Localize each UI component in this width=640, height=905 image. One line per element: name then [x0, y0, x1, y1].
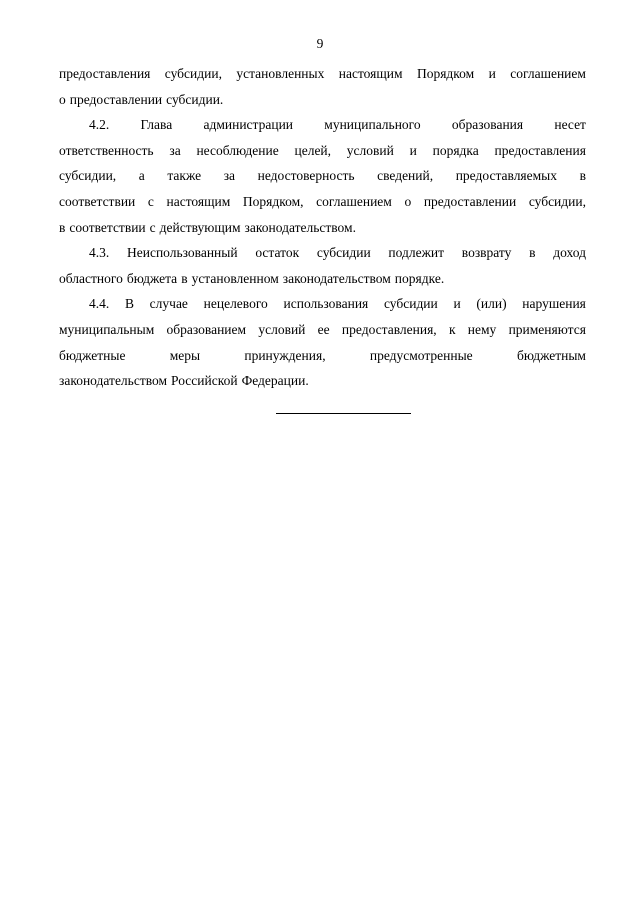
word: о: [404, 193, 412, 209]
word: субсидии.: [166, 91, 224, 107]
word: 4.2.: [89, 117, 110, 133]
word: областного: [59, 270, 123, 286]
word: образованием: [166, 321, 247, 337]
word: предоставления: [494, 142, 586, 158]
word: предусмотренные: [369, 347, 473, 363]
word: установленном: [191, 270, 279, 286]
word: в: [579, 168, 586, 184]
word: в: [181, 270, 188, 286]
text-line: [59, 215, 586, 241]
word: установленных: [236, 66, 325, 81]
word: подлежит: [388, 245, 445, 261]
word: законодательством: [282, 270, 391, 286]
word: соглашением: [316, 193, 392, 209]
word: Федерации.: [241, 373, 309, 389]
word: меры: [169, 347, 201, 363]
end-of-document-rule: [276, 413, 411, 414]
text-line: [59, 317, 586, 343]
word: субсидии,: [164, 66, 222, 81]
word: Порядком: [416, 66, 475, 81]
word: законодательством: [59, 373, 168, 389]
word: за: [223, 168, 236, 184]
text-line: [59, 61, 586, 87]
word: условий: [346, 142, 394, 158]
word: возврату: [461, 245, 512, 261]
word: случае: [149, 296, 188, 312]
word: соответствии: [59, 193, 136, 209]
word: образования: [451, 117, 524, 133]
text-line: [59, 112, 586, 138]
word: Порядком,: [242, 193, 304, 209]
word: за: [169, 142, 181, 158]
word: нецелевого: [203, 296, 268, 312]
word: и: [409, 142, 417, 158]
word: муниципальным: [59, 321, 155, 337]
word: действующим: [159, 219, 241, 235]
word: условий: [258, 321, 306, 337]
word: администрации: [203, 117, 294, 133]
text-line: [59, 138, 586, 164]
word: субсидии: [316, 245, 371, 261]
word: 4.4.: [89, 296, 110, 312]
text-line: [59, 291, 586, 317]
page-number: 9: [316, 36, 324, 51]
word: бюджетным: [516, 347, 586, 363]
word: принуждения,: [244, 347, 326, 363]
text-line: [59, 189, 586, 215]
word: применяются: [508, 321, 586, 337]
word: субсидии,: [528, 193, 586, 209]
word: соглашением: [510, 66, 586, 81]
text-line: [59, 163, 586, 189]
word: использования: [283, 296, 369, 312]
word: а: [138, 168, 145, 184]
word: остаток: [255, 245, 300, 261]
word: предоставления,: [341, 321, 437, 337]
word: доход: [553, 245, 586, 261]
word: Российской: [171, 373, 238, 389]
word: нарушения: [522, 296, 586, 312]
document-body: [59, 61, 586, 394]
word: в: [529, 245, 536, 261]
text-line: [59, 343, 586, 369]
word: нему: [467, 321, 497, 337]
word: к: [448, 321, 456, 337]
word: порядка: [432, 142, 479, 158]
word: о: [59, 91, 66, 107]
text-line: [59, 87, 586, 113]
word: 4.3.: [89, 245, 110, 261]
word: предоставлении: [69, 91, 163, 107]
text-line: [59, 368, 586, 394]
word: муниципального: [324, 117, 421, 133]
word: предоставления: [59, 66, 151, 81]
word: (или): [476, 296, 507, 312]
word: и: [453, 296, 461, 312]
word: в: [59, 219, 66, 235]
word: субсидии: [383, 296, 438, 312]
word: и: [488, 66, 496, 81]
word: Глава: [140, 117, 173, 133]
word: порядке.: [394, 270, 445, 286]
word: бюджета: [126, 270, 178, 286]
word: также: [167, 168, 202, 184]
word: настоящим: [338, 66, 403, 81]
word: Неиспользованный: [126, 245, 238, 261]
word: с: [147, 193, 154, 209]
word: несет: [554, 117, 586, 133]
word: несоблюдение: [196, 142, 279, 158]
word: ответственность: [59, 142, 154, 158]
word: настоящим: [166, 193, 231, 209]
word: В: [124, 296, 134, 312]
word: соответствии: [69, 219, 146, 235]
word: ее: [317, 321, 330, 337]
word: недостоверность: [257, 168, 355, 184]
word: бюджетные: [59, 347, 126, 363]
word: сведений,: [377, 168, 434, 184]
word: предоставляемых: [455, 168, 557, 184]
text-line: [59, 240, 586, 266]
word: с: [149, 219, 156, 235]
word: законодательством.: [244, 219, 356, 235]
word: предоставлении: [423, 193, 517, 209]
text-line: [59, 266, 586, 292]
word: субсидии,: [59, 168, 117, 184]
word: целей,: [294, 142, 332, 158]
